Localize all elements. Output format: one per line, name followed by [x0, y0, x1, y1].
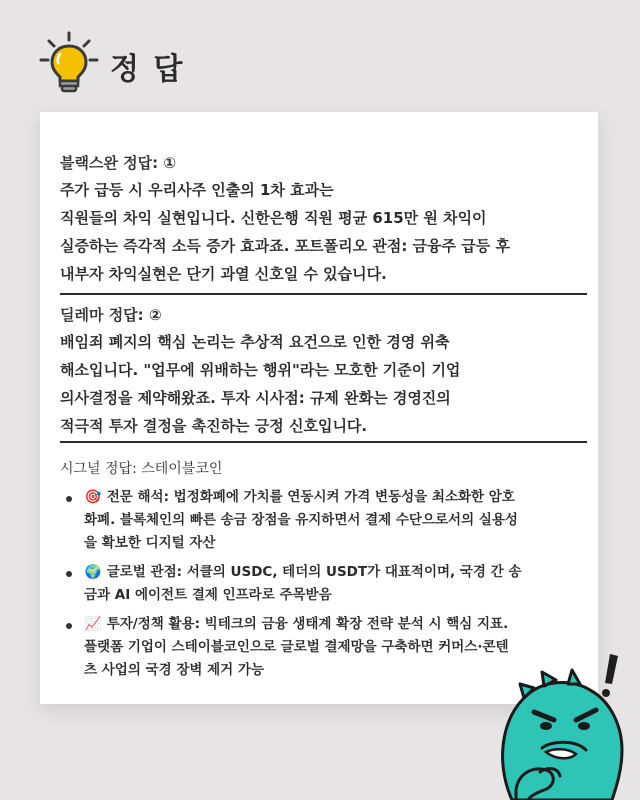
- section-divider: [60, 293, 587, 295]
- signal-bullet-item: [60, 561, 588, 607]
- dilemma-line: 해소입니다. "업무에 위배하는 행위"라는 모호한 기준이 기업: [60, 361, 461, 379]
- dilemma-line: 배임죄 폐지의 핵심 논리는 추상적 요건으로 인한 경영 위축: [60, 333, 450, 351]
- bullet-line: 츠 사업의 국경 장벽 제거 가능: [84, 662, 264, 678]
- globe-icon: 🌍: [84, 564, 102, 580]
- black-swan-line: 주가 급등 시 우리사주 인출의 1차 효과는: [60, 181, 334, 199]
- dilemma-line: 적극적 투자 결정을 촉진하는 긍정 신호입니다.: [60, 417, 368, 435]
- signal-title: 시그널 정답: 스테이블코인: [60, 461, 223, 477]
- black-swan-section: [60, 150, 588, 288]
- bullet-line: 화폐. 블록체인의 빠른 송금 장점을 유지하면서 결제 수단으로서의 실용성: [84, 512, 518, 528]
- bullet-line: 을 확보한 디지털 자산: [84, 535, 216, 551]
- dilemma-section: [60, 302, 588, 440]
- exclamation-mark-icon: [602, 654, 618, 697]
- dilemma-title: 딜레마 정답: ②: [60, 306, 162, 324]
- section-divider: [60, 441, 587, 443]
- bullet-text: 글로벌 관점: 서클의 USDC, 테더의 USDT가 대표적이며, 국경 간 송: [106, 564, 522, 580]
- dinosaur-mascot: [472, 640, 640, 800]
- bullet-line: [84, 486, 588, 509]
- target-icon: 🎯: [84, 489, 102, 505]
- page-title: 정 답: [110, 52, 185, 87]
- bullet-line: 금과 AI 에이전트 결제 인프라로 주목받음: [84, 587, 332, 603]
- black-swan-line: 직원들의 차익 실현입니다. 신한은행 직원 평균 615만 원 차익이: [60, 209, 487, 227]
- bullet-text: 투자/정책 활용: 빅테크의 금융 생태계 확장 전략 분석 시 핵심 지표.: [106, 616, 509, 632]
- bullet-line: [84, 561, 588, 584]
- answer-card: [40, 112, 598, 704]
- black-swan-line: 내부자 차익실현은 단기 과열 신호일 수 있습니다.: [60, 265, 387, 283]
- chart-increasing-icon: 📈: [84, 616, 102, 632]
- lightbulb-icon: [38, 30, 100, 96]
- bullet-line: [84, 613, 588, 636]
- bullet-text: 전문 해석: 법정화폐에 가치를 연동시켜 가격 변동성을 최소화한 암호: [106, 489, 515, 505]
- dilemma-line: 의사결정을 제약해왔죠. 투자 시사점: 규제 완화는 경영진의: [60, 389, 451, 407]
- black-swan-title: 블랙스완 정답: ①: [60, 154, 177, 172]
- signal-bullet-item: [60, 486, 588, 555]
- black-swan-line: 실증하는 즉각적 소득 증가 효과죠. 포트폴리오 관점: 금융주 급등 후: [60, 237, 510, 255]
- bullet-line: 플랫폼 기업이 스테이블코인으로 글로벌 결제망을 구축하면 커머스·콘텐: [84, 639, 509, 655]
